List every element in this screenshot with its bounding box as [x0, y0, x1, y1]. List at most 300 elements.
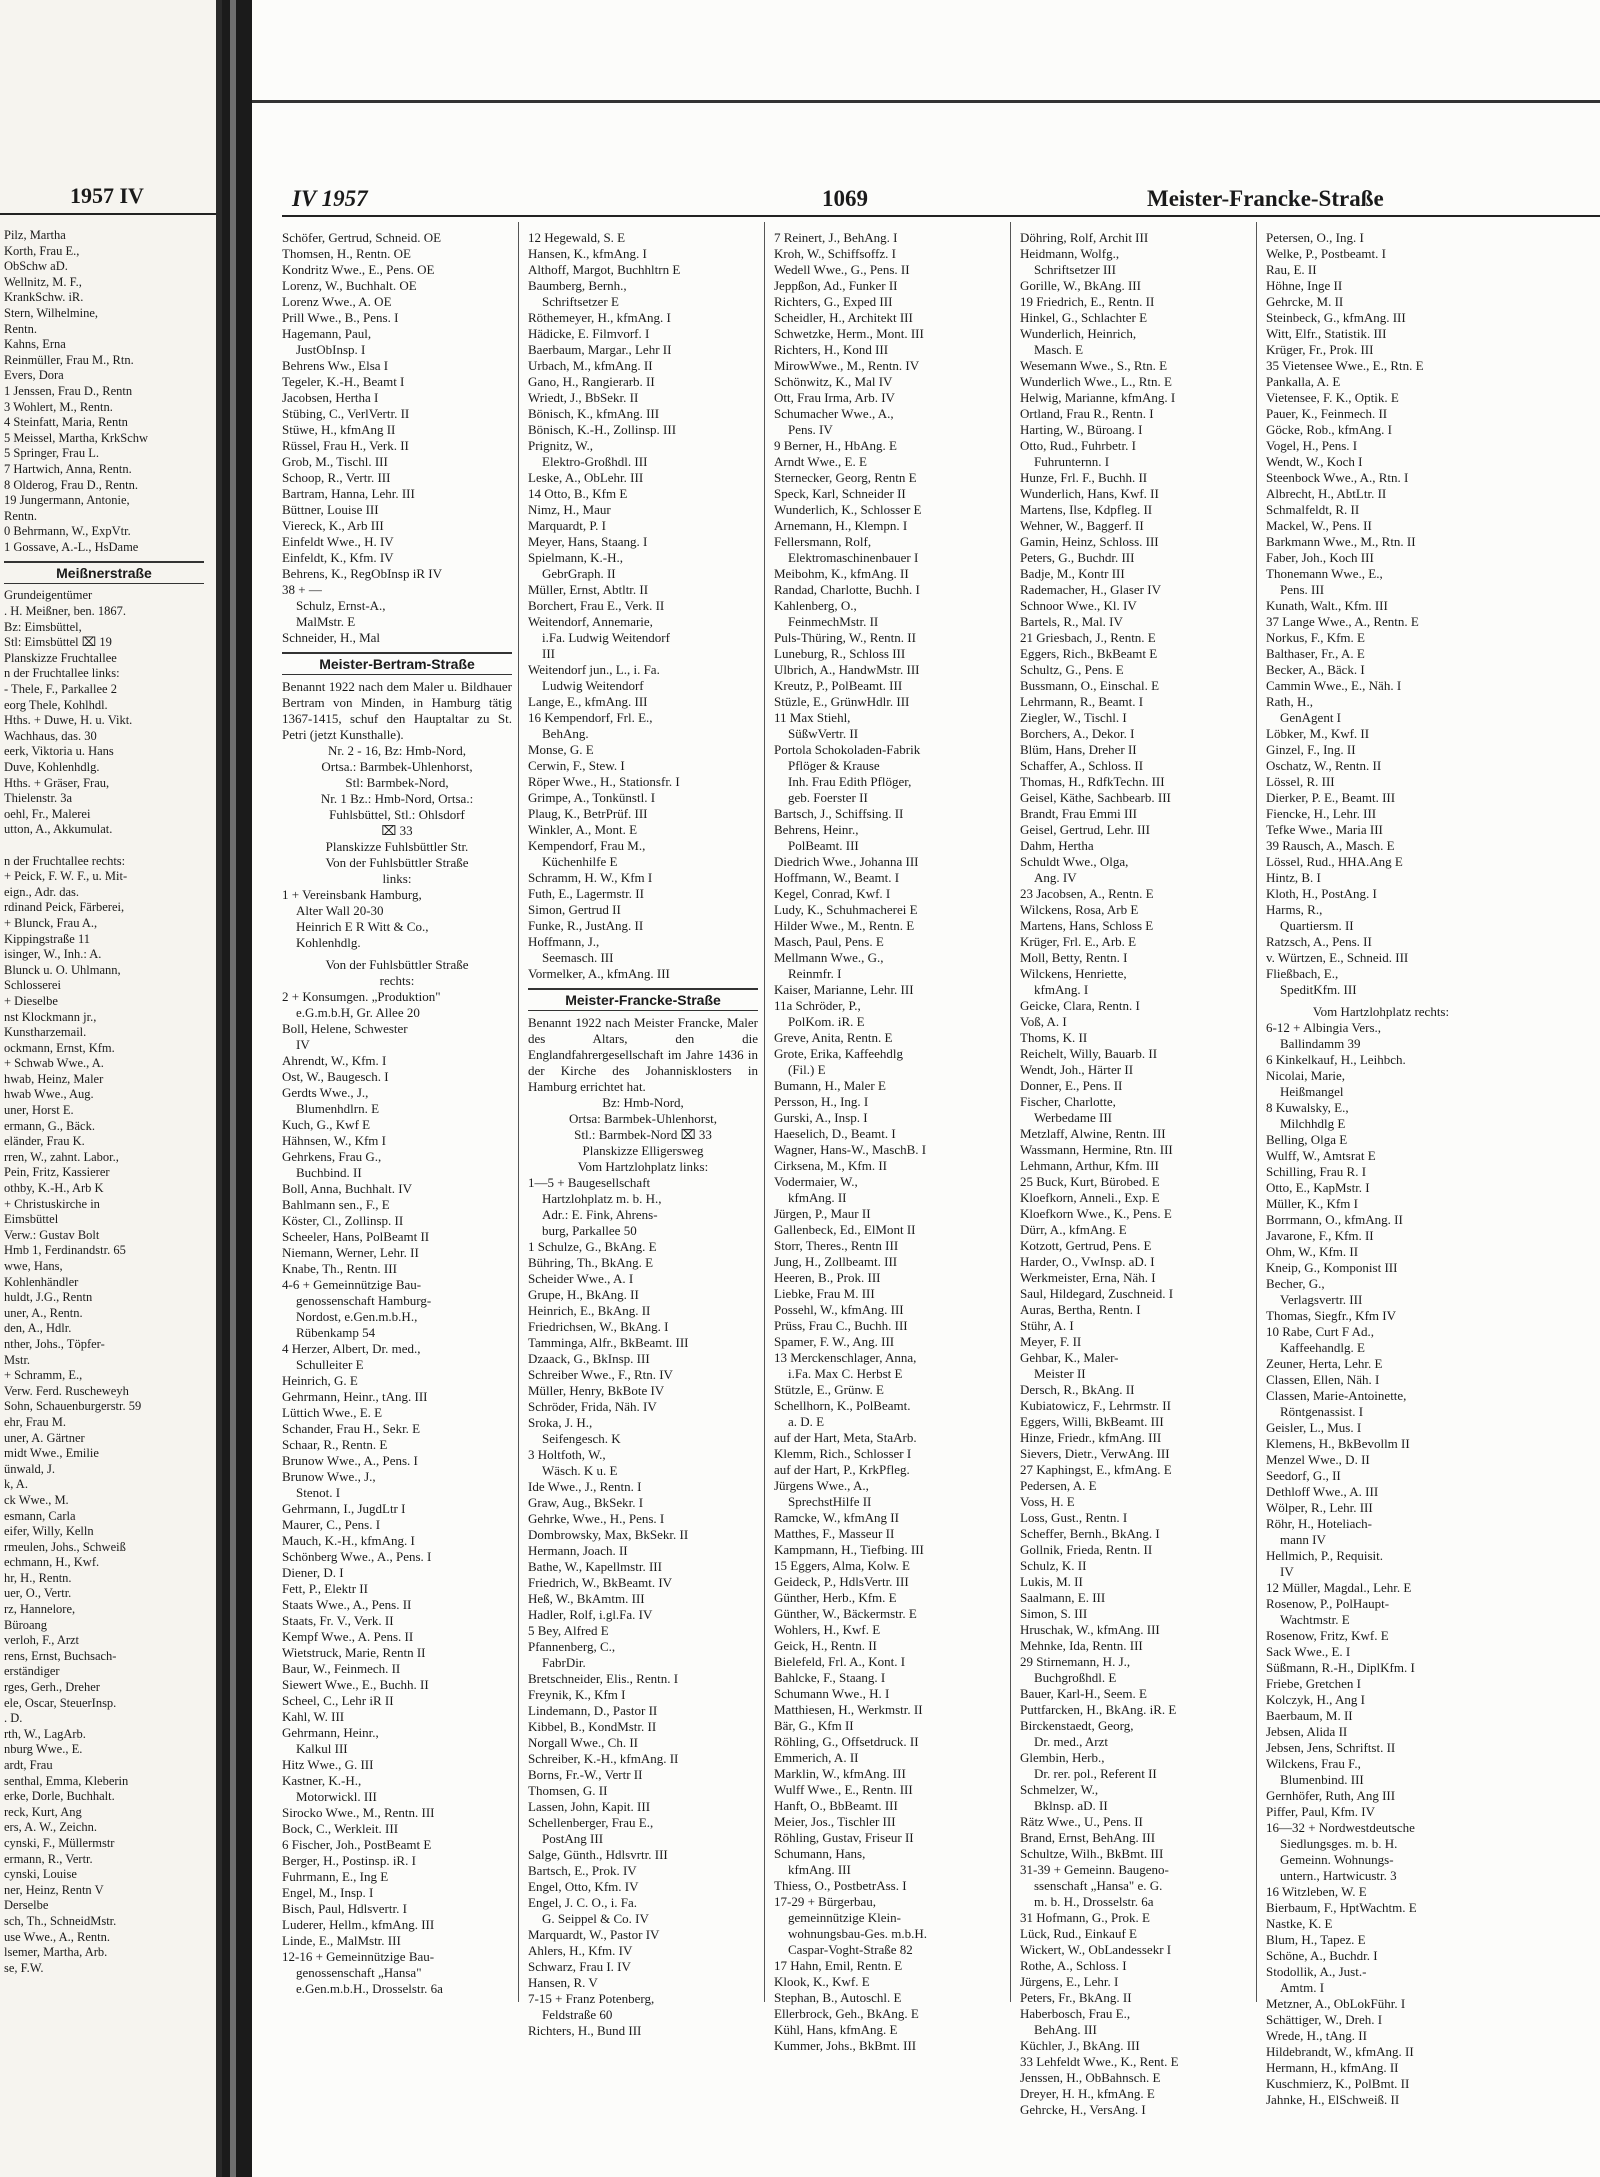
resident-entry: Schreiber Wwe., F., Rtn. IV: [528, 1367, 673, 1382]
resident-entry: Löbker, M., Kwf. II: [1266, 726, 1370, 741]
resident-entry: Lück, Rud., Einkauf E: [1020, 1926, 1137, 1941]
entry-continuation: FeinmechMstr. II: [788, 614, 879, 629]
left-section-line: cynski, F., Müllermstr: [4, 1835, 115, 1850]
left-section-line: eifer, Willy, Kelln: [4, 1524, 94, 1539]
resident-entry: Thiess, O., PostbetrAss. I: [774, 1878, 907, 1893]
resident-entry: Gehrcke, M. II: [1266, 294, 1344, 309]
left-entry-line: 0 Behrmann, W., ExpVtr.: [4, 524, 131, 539]
entry-continuation: Schriftsetzer E: [542, 294, 619, 309]
resident-entry: Bönisch, K.-H., Zollinsp. III: [528, 422, 677, 437]
resident-entry: Matthiesen, H., Werkmstr. II: [774, 1702, 923, 1717]
left-entry-line: Reinmüller, Frau M., Rtn.: [4, 352, 134, 367]
left-section-line: + Schramm, E.,: [4, 1368, 83, 1383]
resident-entry: Borns, Fr.-W., Vertr II: [528, 1767, 643, 1782]
left-section-line: hr, H., Rentn.: [4, 1570, 72, 1585]
resident-entry: Helwig, Marianne, kfmAng. I: [1020, 390, 1176, 405]
house-number-entry: 1 + Vereinsbank Hamburg,: [282, 887, 422, 902]
resident-entry: Brunow Wwe., J.,: [282, 1469, 376, 1484]
left-section-line: ünwald, J.: [4, 1461, 56, 1476]
district-info-line: Fuhlsbüttel, Stl.: Ohlsdorf: [329, 807, 465, 822]
resident-entry: Haberbosch, Frau E.,: [1020, 2006, 1131, 2021]
left-entry-line: 3 Wohlert, M., Rentn.: [4, 399, 113, 414]
resident-entry: Krüger, Fr., Prok. III: [1266, 342, 1374, 357]
resident-entry: Vietensee, F. K., Optik. E: [1266, 390, 1399, 405]
resident-entry: Kampmann, H., Tiefbing. III: [774, 1542, 924, 1557]
resident-entry: Stüzle, E., GrünwHdlr. III: [774, 694, 910, 709]
left-section-line: uner, A., Rentn.: [4, 1305, 83, 1320]
left-section-line: Kippingstraße 11: [4, 931, 90, 946]
resident-entry: Menzel Wwe., D. II: [1266, 1452, 1370, 1467]
resident-entry: Scheel, C., Lehr iR II: [282, 1693, 394, 1708]
resident-entry: Cirksena, M., Kfm. II: [774, 1158, 888, 1173]
left-entry-line: 8 Olderog, Frau D., Rentn.: [4, 477, 139, 492]
resident-entry: Petersen, O., Ing. I: [1266, 230, 1364, 245]
entry-continuation: mann IV: [1280, 1532, 1326, 1547]
house-number-entry: 14 Otto, B., Kfm E: [528, 486, 628, 501]
house-number-entry: 17-29 + Bürgerbau,: [774, 1894, 877, 1909]
resident-entry: Scheffer, Bernh., BkAng. I: [1020, 1526, 1160, 1541]
left-section-line: Verw. Ferd. Ruscheweyh: [4, 1383, 129, 1398]
left-entry-line: 1 Gossave, A.-L., HsDame: [4, 539, 139, 554]
resident-entry: Viereck, K., Arb III: [282, 518, 384, 533]
left-section-line: den, A., Hdlr.: [4, 1321, 72, 1336]
entry-continuation: Feldstraße 60: [542, 2007, 613, 2022]
resident-entry: Boll, Helene, Schwester: [282, 1021, 408, 1036]
resident-entry: Geisel, Käthe, Sachbearb. III: [1020, 790, 1171, 805]
district-info-line: links:: [382, 871, 412, 886]
resident-entry: Funke, R., JustAng. II: [528, 918, 644, 933]
resident-entry: Fischer, Charlotte,: [1020, 1094, 1116, 1109]
resident-entry: Siewert Wwe., E., Buchh. II: [282, 1677, 429, 1692]
resident-entry: Zeuner, Herta, Lehr. E: [1266, 1356, 1383, 1371]
entry-continuation: MalMstr. E: [296, 614, 356, 629]
resident-entry: Wietstruck, Marie, Rentn II: [282, 1645, 426, 1660]
house-number-entry: 11 Max Stiehl,: [774, 710, 851, 725]
resident-entry: Hintz, B. I: [1266, 870, 1321, 885]
resident-entry: Wendt, Joh., Härter II: [1020, 1062, 1134, 1077]
entry-continuation: genossenschaft Hamburg-: [296, 1293, 432, 1308]
resident-entry: Arnemann, H., Klempn. I: [774, 518, 908, 533]
house-number-entry: 39 Rausch, A., Masch. E: [1266, 838, 1395, 853]
resident-entry: Lassen, John, Kapit. III: [528, 1799, 651, 1814]
resident-entry: Prignitz, W.,: [528, 438, 594, 453]
resident-entry: Hinze, Friedr., kfmAng. III: [1020, 1430, 1162, 1445]
resident-entry: Diedrich Wwe., Johanna III: [774, 854, 919, 869]
resident-entry: Jürgens, E., Lehr. I: [1020, 1974, 1119, 1989]
resident-entry: Scheeler, Hans, PolBeamt II: [282, 1229, 430, 1244]
resident-entry: Kempf Wwe., A. Pens. II: [282, 1629, 414, 1644]
left-section-line: [4, 838, 204, 854]
resident-entry: Mackel, W., Pens. II: [1266, 518, 1372, 533]
district-info-line: Ortsa: Barmbek-Uhlenhorst,: [568, 1111, 718, 1126]
resident-entry: Pfannenberg, C.,: [528, 1639, 616, 1654]
resident-entry: Schultz, G., Pens. E: [1020, 662, 1124, 677]
resident-entry: Jacobsen, Hertha I: [282, 390, 379, 405]
resident-entry: Puttfarcken, H., BkAng. iR. E: [1020, 1702, 1177, 1717]
resident-entry: Lange, E., kfmAng. III: [528, 694, 648, 709]
resident-entry: Voß, A. I: [1020, 1014, 1067, 1029]
resident-entry: Emmerich, A. II: [774, 1750, 859, 1765]
resident-entry: Althoff, Margot, Buchhltrn E: [528, 262, 681, 277]
left-section-line: uer, O., Vertr.: [4, 1586, 72, 1601]
resident-entry: Ellerbrock, Geh., BkAng. E: [774, 2006, 919, 2021]
house-number-entry: 10 Rabe, Curt F Ad.,: [1266, 1324, 1374, 1339]
resident-entry: Fellersmann, Rolf,: [774, 534, 872, 549]
resident-entry: Klook, K., Kwf. E: [774, 1974, 870, 1989]
resident-entry: Steenbock Wwe., A., Rtn. I: [1266, 470, 1409, 485]
district-info-line: Von der Fuhlsbüttler Straße: [325, 957, 469, 972]
resident-entry: Gehbar, K., Maler-: [1020, 1350, 1119, 1365]
resident-entry: Geisel, Gertrud, Lehr. III: [1020, 822, 1150, 837]
resident-entry: Bartels, R., Mal. IV: [1020, 614, 1123, 629]
resident-entry: Kroh, W., Schiffsoffz. I: [774, 246, 896, 261]
resident-entry: Schöne, A., Buchdr. I: [1266, 1948, 1378, 1963]
house-number-entry: 33 Lehfeldt Wwe., K., Rent. E: [1020, 2054, 1179, 2069]
resident-entry: Liebke, Frau M. III: [774, 1286, 875, 1301]
resident-entry: Schwarz, Frau I. IV: [528, 1959, 631, 1974]
resident-entry: Gallenbeck, Ed., ElMont II: [774, 1222, 916, 1237]
house-number-entry: 12-16 + Gemeinnützige Bau-: [282, 1949, 435, 1964]
entry-continuation: Heinrich E R Witt & Co.,: [296, 919, 429, 934]
resident-entry: Kummer, Johs., BkBmt. III: [774, 2038, 917, 2053]
resident-entry: Dombrowsky, Max, BkSekr. II: [528, 1527, 689, 1542]
resident-entry: Ortland, Frau R., Rentn. I: [1020, 406, 1154, 421]
resident-entry: Röthemeyer, H., kfmAng. I: [528, 310, 671, 325]
resident-entry: Kneip, G., Komponist III: [1266, 1260, 1398, 1275]
resident-entry: Possehl, W., kfmAng. III: [774, 1302, 904, 1317]
resident-entry: Büttner, Louise III: [282, 502, 379, 517]
resident-entry: Schulz, K. II: [1020, 1558, 1087, 1573]
resident-entry: Schättiger, W., Dreh. I: [1266, 2012, 1383, 2027]
resident-entry: Ginzel, F., Ing. II: [1266, 742, 1356, 757]
resident-entry: Meier, Jos., Tischler III: [774, 1814, 896, 1829]
entry-continuation: Ballindamm 39: [1280, 1036, 1361, 1051]
house-number-entry: 6 Kinkelkauf, H., Leihbch.: [1266, 1052, 1406, 1067]
resident-entry: Gano, H., Rangierarb. II: [528, 374, 655, 389]
resident-entry: Schreiber, K.-H., kfmAng. II: [528, 1751, 679, 1766]
resident-entry: Bock, C., Werkleit. III: [282, 1821, 399, 1836]
resident-entry: Reichelt, Willy, Bauarb. II: [1020, 1046, 1158, 1061]
resident-entry: Dierker, P. E., Beamt. III: [1266, 790, 1396, 805]
resident-entry: Müller, Henry, BkBote IV: [528, 1383, 665, 1398]
resident-entry: Prill Wwe., B., Pens. I: [282, 310, 399, 325]
resident-entry: Knabe, Th., Rentn. III: [282, 1261, 397, 1276]
resident-entry: Marklin, W., kfmAng. III: [774, 1766, 906, 1781]
resident-entry: Berger, H., Postinsp. iR. I: [282, 1853, 416, 1868]
resident-entry: Linde, E., MalMstr. III: [282, 1933, 401, 1948]
resident-entry: Bathe, W., Kapellmstr. III: [528, 1559, 662, 1574]
resident-entry: Moll, Betty, Rentn. I: [1020, 950, 1128, 965]
entry-continuation: PostAng III: [542, 1831, 604, 1846]
left-section-line: ck Wwe., M.: [4, 1492, 69, 1507]
column-divider: [1010, 222, 1011, 2002]
resident-entry: Engel, Otto, Kfm. IV: [528, 1879, 639, 1894]
resident-entry: Albrecht, H., AbtLtr. II: [1266, 486, 1387, 501]
house-number-entry: 25 Buck, Kurt, Bürobed. E: [1020, 1174, 1160, 1189]
resident-entry: auf der Hart, Meta, StaArb.: [774, 1430, 917, 1445]
resident-entry: Jebsen, Jens, Schriftst. II: [1266, 1740, 1396, 1755]
left-entry-line: Korth, Frau E.,: [4, 243, 80, 258]
resident-entry: Schnoor Wwe., Kl. IV: [1020, 598, 1137, 613]
left-section-line: lsemer, Martha, Arb.: [4, 1945, 108, 1960]
entry-continuation: Dr. med., Arzt: [1034, 1734, 1109, 1749]
resident-entry: Piffer, Paul, Kfm. IV: [1266, 1804, 1376, 1819]
left-section-line: ele, Oscar, SteuerInsp.: [4, 1695, 117, 1710]
street-section-title: Meister-Bertram-Straße: [282, 652, 512, 675]
resident-entry: Salge, Günth., Hdlsvrtr. III: [528, 1847, 668, 1862]
left-entry-line: 5 Springer, Frau L.: [4, 446, 99, 461]
house-number-entry: 12 Hegewald, S. E: [528, 230, 626, 245]
entry-continuation: Motorwickl. III: [296, 1789, 377, 1804]
left-section-line: echmann, H., Kwf.: [4, 1555, 100, 1570]
left-page: [0, 0, 222, 2177]
resident-entry: Jung, H., Zollbeamt. III: [774, 1254, 898, 1269]
resident-entry: Ide Wwe., J., Rentn. I: [528, 1479, 642, 1494]
resident-entry: Dethloff Wwe., A. III: [1266, 1484, 1379, 1499]
resident-entry: Friedrichsen, W., BkAng. I: [528, 1319, 669, 1334]
resident-entry: Simon, Gertrud II: [528, 902, 621, 917]
left-section-line: cynski, Louise: [4, 1867, 77, 1882]
resident-entry: Schönberg Wwe., A., Pens. I: [282, 1549, 432, 1564]
resident-entry: Storr, Theres., Rentn III: [774, 1238, 899, 1253]
resident-entry: Bär, G., Kfm II: [774, 1718, 854, 1733]
resident-entry: Bretschneider, Elis., Rentn. I: [528, 1671, 679, 1686]
house-number-entry: 31 Hofmann, G., Prok. E: [1020, 1910, 1150, 1925]
resident-entry: Schneider, H., Mal: [282, 630, 381, 645]
resident-entry: Lössel, Rud., HHA.Ang E: [1266, 854, 1403, 869]
resident-entry: Otto, Rud., Fuhrbetr. I: [1020, 438, 1136, 453]
resident-entry: Bartsch, E., Prok. IV: [528, 1863, 637, 1878]
resident-entry: Staats Wwe., A., Pens. II: [282, 1597, 412, 1612]
left-section-line: Thielenstr. 3a: [4, 791, 73, 806]
entry-continuation: Gemeinn. Wohnungs-: [1280, 1852, 1394, 1867]
left-section-line: erständiger: [4, 1664, 60, 1679]
resident-entry: Kotzott, Gertrud, Pens. E: [1020, 1238, 1152, 1253]
entry-continuation: Blumenhdlrn. E: [296, 1101, 380, 1116]
resident-entry: Schoop, R., Vertr. III: [282, 470, 391, 485]
resident-entry: Futh, E., Lagermstr. II: [528, 886, 644, 901]
resident-entry: Badje, M., Kontr III: [1020, 566, 1125, 581]
street-history-paragraph: Benannt 1922 nach Meister Francke, Maler des Altars, den die Englandfahrergesellschaft im Jahre 1436 in der Kirche des Johannisklosters in Hamburg errichtet hat.: [528, 1015, 758, 1094]
resident-entry: Ulbrich, A., HandwMstr. III: [774, 662, 920, 677]
resident-entry: Greve, Anita, Rentn. E: [774, 1030, 893, 1045]
left-section-line: Mstr.: [4, 1352, 31, 1367]
resident-entry: Norkus, F., Kfm. E: [1266, 630, 1365, 645]
resident-entry: Schumann, Hans,: [774, 1846, 866, 1861]
left-section-line: ardt, Frau: [4, 1758, 53, 1772]
entry-continuation: e.Gen.m.b.H., Drosselstr. 6a: [296, 1981, 443, 1996]
left-entry-line: Rentn.: [4, 321, 37, 336]
resident-entry: Heß, W., BkAmtm. III: [528, 1591, 645, 1606]
resident-entry: Graw, Aug., BkSekr. I: [528, 1495, 644, 1510]
resident-entry: Süßmann, R.-H., DiplKfm. I: [1266, 1660, 1415, 1675]
entry-continuation: FabrDir.: [542, 1655, 586, 1670]
resident-entry: Bahlcke, F., Staang. I: [774, 1670, 886, 1685]
entry-continuation: Seemasch. III: [542, 950, 614, 965]
house-number-entry: 2 + Konsumgen. „Produktion": [282, 989, 441, 1004]
entry-continuation: Masch. E: [1034, 342, 1084, 357]
resident-entry: Baur, W., Feinmech. II: [282, 1661, 401, 1676]
house-number-entry: 12 Müller, Magdal., Lehr. E: [1266, 1580, 1412, 1595]
left-section-line: use Wwe., A., Rentn.: [4, 1929, 111, 1944]
resident-entry: Kloefkorn, Anneli., Exp. E: [1020, 1190, 1160, 1205]
resident-entry: Vormelker, A., kfmAng. III: [528, 966, 670, 981]
resident-entry: Göcke, Rob., kfmAng. I: [1266, 422, 1393, 437]
resident-entry: Fiencke, H., Lehr. III: [1266, 806, 1377, 821]
resident-entry: Heeren, B., Prok. III: [774, 1270, 881, 1285]
resident-entry: Mauch, K.-H., kfmAng. I: [282, 1533, 415, 1548]
resident-entry: Wunderlich, Heinrich,: [1020, 326, 1137, 341]
left-section-line: utton, A., Akkumulat.: [4, 822, 113, 837]
house-number-entry: 17 Hahn, Emil, Rentn. E: [774, 1958, 903, 1973]
left-section-line: + Schwab Wwe., A.: [4, 1056, 104, 1071]
resident-entry: Wulff, W., Amtsrat E: [1266, 1148, 1376, 1163]
entry-continuation: Alter Wall 20-30: [296, 903, 384, 918]
resident-entry: Peters, Fr., BkAng. II: [1020, 1990, 1132, 2005]
district-info-line: Planskizze Elligersweg: [582, 1143, 704, 1158]
entry-continuation: Quartiersm. II: [1280, 918, 1354, 933]
resident-entry: Rüssel, Frau H., Verk. II: [282, 438, 409, 453]
left-entry-line: KrankSchw. iR.: [4, 290, 84, 305]
resident-entry: Marquardt, P. I: [528, 518, 606, 533]
left-section-line: rmeulen, Johs., Schweiß: [4, 1539, 126, 1554]
resident-entry: Kubiatowicz, F., Lehrmstr. II: [1020, 1398, 1171, 1413]
resident-entry: Luneburg, R., Schloss III: [774, 646, 906, 661]
entry-continuation: Pflöger & Krause: [788, 758, 880, 773]
left-page-header: 1957 IV: [70, 183, 144, 208]
entry-continuation: III: [542, 646, 555, 661]
resident-entry: Wölper, R., Lehr. III: [1266, 1500, 1373, 1515]
resident-entry: Fuhrmann, E., Ing E: [282, 1869, 389, 1884]
left-section-line: se, F.W.: [4, 1960, 44, 1975]
left-section-line: uner, Horst E.: [4, 1103, 74, 1118]
entry-continuation: Siedlungsges. m. b. H.: [1280, 1836, 1398, 1851]
left-section-line: ner, Heinz, Rentn V: [4, 1882, 104, 1897]
house-number-entry: 16—32 + Nordwestdeutsche: [1266, 1820, 1415, 1835]
resident-entry: Sievers, Dietr., VerwAng. III: [1020, 1446, 1170, 1461]
resident-entry: Wedell Wwe., G., Pens. II: [774, 262, 910, 277]
resident-entry: Rau, E. II: [1266, 262, 1317, 277]
resident-entry: Ziegler, W., Tischl. I: [1020, 710, 1127, 725]
left-street-title: Meißnerstraße: [4, 561, 204, 584]
left-section-line: Hths. + Gräser, Frau,: [4, 775, 110, 790]
entry-continuation: Elektro-Großhdl. III: [542, 454, 648, 469]
resident-entry: Javarone, F., Kfm. II: [1266, 1228, 1374, 1243]
left-section-line: ermann, G., Bäck.: [4, 1118, 95, 1133]
house-number-entry: 37 Lange Wwe., A., Rentn. E: [1266, 614, 1419, 629]
resident-entry: Schönwitz, K., Mal IV: [774, 374, 893, 389]
resident-entry: Rath, H.,: [1266, 694, 1313, 709]
resident-entry: Wickert, W., ObLandessekr I: [1020, 1942, 1172, 1957]
resident-entry: Lehmann, Arthur, Kfm. III: [1020, 1158, 1159, 1173]
left-section-line: nther, Johs., Töpfer-: [4, 1336, 105, 1351]
resident-entry: Boll, Anna, Buchhalt. IV: [282, 1181, 412, 1196]
entry-continuation: burg, Parkallee 50: [542, 1223, 637, 1238]
resident-entry: Lehrmann, R., Beamt. I: [1020, 694, 1144, 709]
house-number-entry: 9 Berner, H., HbAng. E: [774, 438, 897, 453]
entry-continuation: Schulz, Ernst-A.,: [296, 598, 386, 613]
directory-column-4: [1020, 230, 1250, 2118]
resident-entry: Kondritz Wwe., E., Pens. OE: [282, 262, 435, 277]
resident-entry: Ahlers, H., Kfm. IV: [528, 1943, 633, 1958]
resident-entry: Dürr, A., kfmAng. E: [1020, 1222, 1127, 1237]
resident-entry: Schöfer, Gertrud, Schneid. OE: [282, 230, 442, 245]
house-number-entry: 15 Eggers, Alma, Kolw. E: [774, 1558, 910, 1573]
left-section-line: hwab Wwe., Aug.: [4, 1087, 94, 1102]
entry-continuation: Amtm. I: [1280, 1980, 1325, 1995]
resident-entry: Bartsch, J., Schiffsing. II: [774, 806, 904, 821]
left-header-rule: [0, 213, 216, 215]
resident-entry: Jebsen, Alida II: [1266, 1724, 1348, 1739]
resident-entry: Wehner, W., Baggerf. II: [1020, 518, 1144, 533]
resident-entry: Loss, Gust., Rentn. I: [1020, 1510, 1128, 1525]
resident-entry: Jürgen, P., Maur II: [774, 1206, 871, 1221]
entry-continuation: gemeinnützige Klein-: [788, 1910, 901, 1925]
resident-entry: Schultze, Wilh., BkBmt. III: [1020, 1846, 1164, 1861]
resident-entry: Kloth, H., PostAng. I: [1266, 886, 1377, 901]
resident-entry: Jeppßon, Ad., Funker II: [774, 278, 898, 293]
left-entry-line: 19 Jungermann, Antonie,: [4, 493, 130, 508]
resident-entry: Borchert, Frau E., Verk. II: [528, 598, 665, 613]
resident-entry: Marquardt, W., Pastor IV: [528, 1927, 660, 1942]
left-entry-line: 7 Hartwich, Anna, Rentn.: [4, 461, 132, 476]
resident-entry: Pedersen, A. E: [1020, 1478, 1097, 1493]
resident-entry: Persson, H., Ing. I: [774, 1094, 869, 1109]
house-number-entry: 19 Friedrich, E., Rentn. II: [1020, 294, 1155, 309]
left-section-line: senthal, Emma, Kleberin: [4, 1773, 129, 1788]
directory-column-3: [774, 230, 1004, 2054]
resident-entry: Meyer, Hans, Staang. I: [528, 534, 648, 549]
entry-continuation: Elektromaschinenbauer I: [788, 550, 919, 565]
resident-entry: Röper Wwe., H., Stationsfr. I: [528, 774, 680, 789]
resident-entry: Günther, Herb., Kfm. E: [774, 1590, 897, 1605]
entry-continuation: wohnungsbau-Ges. m.b.H.: [788, 1926, 928, 1941]
resident-entry: Harting, W., Büroang. I: [1020, 422, 1143, 437]
resident-entry: Baumberg, Bernh.,: [528, 278, 627, 293]
resident-entry: Krüger, Frl. E., Arb. E: [1020, 934, 1137, 949]
resident-entry: Eggers, Rich., BkBeamt E: [1020, 646, 1158, 661]
resident-entry: Richters, H., Bund III: [528, 2023, 642, 2038]
left-section-line: Kunstharzemail.: [4, 1025, 87, 1040]
resident-entry: Harms, R.,: [1266, 902, 1323, 917]
resident-entry: Winkler, A., Mont. E: [528, 822, 638, 837]
left-entry-line: Wellnitz, M. F.,: [4, 274, 82, 289]
resident-entry: Köster, Cl., Zollinsp. II: [282, 1213, 404, 1228]
entry-continuation: Röntgenassist. I: [1280, 1404, 1364, 1419]
resident-entry: Gehrcke, H., VersAng. I: [1020, 2102, 1146, 2117]
resident-entry: Richters, H., Kond III: [774, 342, 889, 357]
entry-continuation: m. b. H., Drosselstr. 6a: [1034, 1894, 1154, 1909]
district-info-line: Planskizze Fuhlsbüttler Str.: [325, 839, 469, 854]
left-section-line: Pein, Fritz, Kassierer: [4, 1165, 110, 1180]
resident-entry: Ohm, W., Kfm. II: [1266, 1244, 1359, 1259]
resident-entry: Ost, W., Baugesch. I: [282, 1069, 389, 1084]
resident-entry: Kahlenberg, O.,: [774, 598, 857, 613]
resident-entry: Wunderlich, Hans, Kwf. II: [1020, 486, 1159, 501]
resident-entry: Kuschmierz, K., PolBmt. II: [1266, 2076, 1410, 2091]
resident-entry: Scheidler, H., Architekt III: [774, 310, 913, 325]
resident-entry: Hermann, Joach. II: [528, 1543, 628, 1558]
resident-entry: Kempendorf, Frau M.,: [528, 838, 646, 853]
entry-continuation: Heißmangel: [1280, 1084, 1344, 1099]
entry-continuation: kfmAng. II: [788, 1190, 847, 1205]
resident-entry: Kahl, W. III: [282, 1709, 345, 1724]
resident-entry: Weitendorf jun., L., i. Fa.: [528, 662, 660, 677]
resident-entry: Einfeldt, K., Kfm. IV: [282, 550, 394, 565]
resident-entry: Hildebrandt, W., kfmAng. II: [1266, 2044, 1414, 2059]
resident-entry: Nastke, K. E: [1266, 1916, 1333, 1931]
resident-entry: Meyer, F. II: [1020, 1334, 1082, 1349]
